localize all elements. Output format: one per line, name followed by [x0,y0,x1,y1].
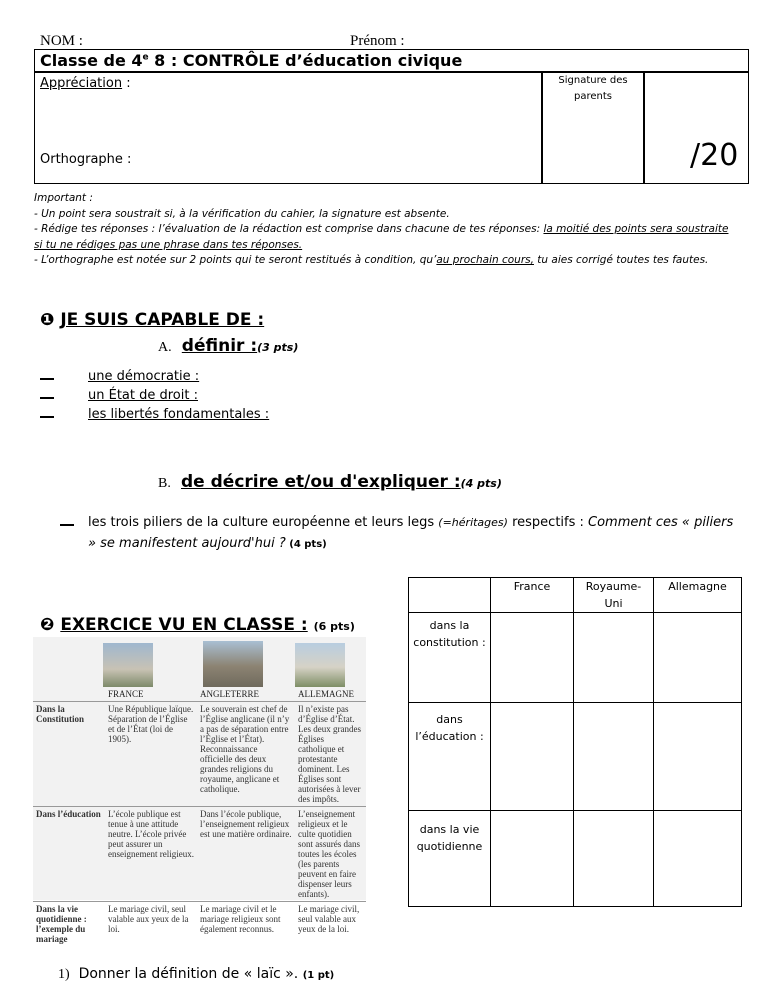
dash-icon [40,416,54,418]
item-trois-piliers: les trois piliers de la culture européenne et leurs legs (=héritages) respectifs : Comment ces « piliers » se manifestent aujourd'hui ? (4 pts) [88,515,734,551]
signature-divider [541,71,543,184]
answer-cell[interactable] [654,613,742,703]
nom-label: NOM : [40,33,83,49]
col-header-france: France [491,578,574,613]
important-line1: - Un point sera soustrait si, à la vérification du cahier, la signature est absente. [34,207,450,220]
prenom-label: Prénom : [350,33,405,49]
france-church-image [103,643,153,687]
item-etat-de-droit: un État de droit : [88,388,198,403]
col-header-royaume-uni: Royaume-Uni [574,578,654,613]
row-header-constitution: dans la constitution : [409,613,491,703]
bullet-1-icon: ❶ [40,310,55,330]
answer-cell[interactable] [654,703,742,811]
section2-title: ❷ EXERCICE VU EN CLASSE : (6 pts) [40,615,355,635]
question-1: 1) Donner la définition de « laïc ». (1 pt) [58,966,335,982]
col-header-allemagne: Allemagne [654,578,742,613]
dash-icon [40,397,54,399]
score-divider [643,71,645,184]
reference-table: FRANCE ANGLETERRE ALLEMAGNE Dans la Constitution Une République laïque. Séparation de l’Église et de l’État (loi de 1905). Le souverain est chef de l’Église anglicane (il n’y a pas de séparation entre l’Église et l’État). Reconnaissance officielle des deux grandes religions du royaume, anglicane et catholique. Il n’existe pas d’Église d’État. Les deux grandes Églises catholique et protestante dominent. Les Églises sont autorisées à lever des impôts. Dans l’éducation L’école publique est tenue à une attitude neutre. L’école privée peut assurer un enseignement religieux. Dans l’école publique, l’enseignement religieux est une matière ordinaire. L’enseignement religieux et le culte quotidien sont assurés dans toutes les écoles (les parents peuvent en faire dispenser leurs enfants). Dans la vie quotidienne : l’exemple du mariage Le mariage civil, seul valable aux yeux de la loi. Le mariage civil et le mariage religieux sont également reconnus. Le mariage civil, seul valable aux yeux de la loi. [33,687,366,946]
item-democratie: une démocratie : [88,369,200,384]
dash-icon [60,524,74,526]
england-cathedral-image [203,641,263,687]
orthographe-label: Orthographe : [40,152,132,167]
important-line3: - L’orthographe est notée sur 2 points qui te seront restitués à condition, qu’au prochain cours, tu aies corrigé toutes tes fautes. [34,254,709,266]
row-header-education: dans l’éducation : [409,703,491,811]
dash-icon [40,378,54,380]
bullet-2-icon: ❷ [40,615,55,635]
reference-image [33,637,366,944]
answer-cell[interactable] [574,613,654,703]
germany-church-image [295,643,345,687]
answer-cell[interactable] [491,613,574,703]
important-block [34,191,734,269]
answer-cell[interactable] [574,811,654,907]
appreciation-label: Appréciation : [40,76,131,91]
page-title: Classe de 4e 8 : CONTRÔLE d’éducation civique [40,51,463,70]
important-title: Important : [34,192,93,204]
section1a-title: A. définir :(3 pts) [158,336,299,356]
comparison-table [408,577,742,907]
answer-cell[interactable] [654,811,742,907]
section1-title: ❶ JE SUIS CAPABLE DE : [40,310,265,330]
answer-cell[interactable] [491,811,574,907]
section1b-title: B. de décrire et/ou d'expliquer :(4 pts) [158,472,502,492]
important-line2: - Rédige tes réponses : l’évaluation de la rédaction est comprise dans chacune de tes réponses: la moitié des points sera soustraite si tu ne rédiges pas une phrase dans tes réponses. [34,223,729,251]
answer-cell[interactable] [574,703,654,811]
row-header-vie-quotidienne: dans la vie quotidienne [409,811,491,907]
item-libertes: les libertés fondamentales : [88,407,270,422]
header-divider [34,71,749,73]
answer-cell[interactable] [491,703,574,811]
score: /20 [690,138,739,173]
signature-label: Signature des parents [558,75,628,102]
